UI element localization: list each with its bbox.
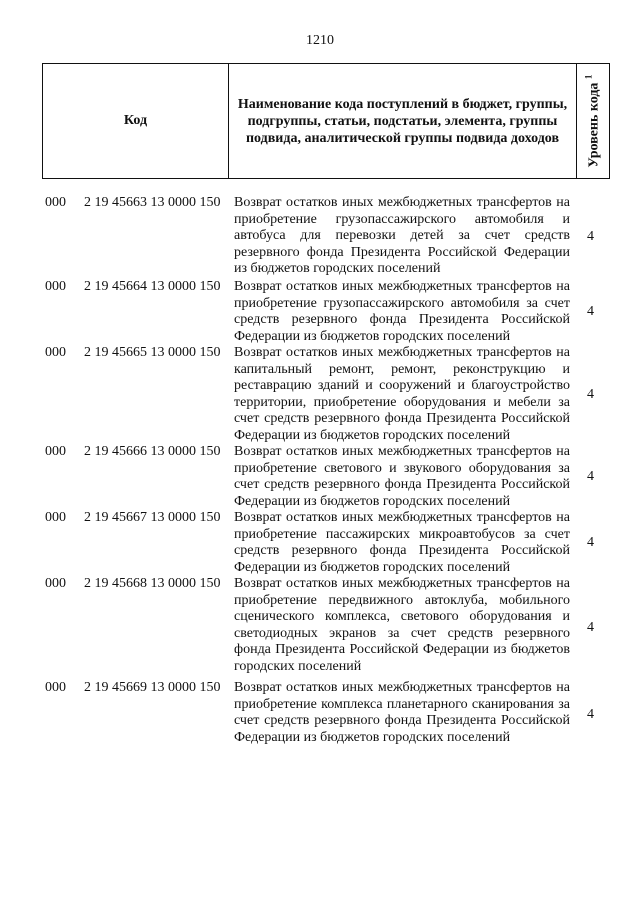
- header-name: [229, 64, 577, 178]
- table-body: [0, 195, 640, 750]
- table-row: [0, 345, 640, 444]
- row-name: Возврат остатков иных межбюджетных трансфертов на капитальный ремонт, ремонт, реконструкцию и реставрацию зданий и сооружений и благоустройство территории, приобретение оборудования и мебели за счет средств резервного фонда Президента Российской Федерации из бюджетов городских поселений: [234, 345, 570, 443]
- header-level: [577, 64, 609, 178]
- row-admin-code: 000: [45, 195, 66, 210]
- header-level-rotated: [584, 75, 603, 168]
- row-level: 4: [587, 386, 594, 402]
- table-header: [42, 63, 610, 179]
- table-row: [0, 195, 640, 279]
- row-level: 4: [587, 534, 594, 550]
- table-row: [0, 279, 640, 345]
- row-admin-code: 000: [45, 345, 66, 360]
- row-admin-code: 000: [45, 279, 66, 294]
- header-level-label: Уровень кода: [586, 82, 602, 168]
- row-income-code: 2 19 45669 13 0000 150: [84, 680, 221, 695]
- row-admin-code: 000: [45, 510, 66, 525]
- row-income-code: 2 19 45666 13 0000 150: [84, 444, 221, 459]
- header-code: [43, 64, 229, 178]
- row-income-code: 2 19 45667 13 0000 150: [84, 510, 221, 525]
- row-income-code: 2 19 45668 13 0000 150: [84, 576, 221, 591]
- row-admin-code: 000: [45, 680, 66, 695]
- table-row: [0, 444, 640, 510]
- row-admin-code: 000: [45, 576, 66, 591]
- row-name: Возврат остатков иных межбюджетных трансфертов на приобретение светового и звукового оборудования за счет средств резервного фонда Президента Российской Федерации из бюджетов городских поселений: [234, 444, 570, 509]
- page-number: 1210: [306, 33, 334, 48]
- row-name: Возврат остатков иных межбюджетных трансфертов на приобретение комплекса планетарного сканирования за счет средств резервного фонда Президента Российской Федерации из бюджетов городских поселений: [234, 680, 570, 745]
- table-row: [0, 510, 640, 576]
- header-code-label: Код: [123, 113, 148, 128]
- row-income-code: 2 19 45663 13 0000 150: [84, 195, 221, 210]
- row-level: 4: [587, 468, 594, 484]
- row-name: Возврат остатков иных межбюджетных трансфертов на приобретение передвижного автоклуба, мобильного сценического комплекса, светового оборудования и светодиодных экранов за счет средств резервного фонда Президента Российской Федерации из бюджетов городских поселений: [234, 576, 570, 674]
- row-admin-code: 000: [45, 444, 66, 459]
- row-level: 4: [587, 706, 594, 722]
- row-income-code: 2 19 45664 13 0000 150: [84, 279, 221, 294]
- row-name: Возврат остатков иных межбюджетных трансфертов на приобретение грузопассажирского автомобиля за счет средств резервного фонда Президента Российской Федерации из бюджетов городских поселений: [234, 279, 570, 344]
- table-row: [0, 576, 640, 680]
- header-level-footnote: 1: [583, 74, 594, 80]
- table-row: [0, 680, 640, 750]
- row-name: Возврат остатков иных межбюджетных трансфертов на приобретение пассажирских микроавтобусов за счет средств резервного фонда Президента Российской Федерации из бюджетов городских поселений: [234, 510, 570, 575]
- row-level: 4: [587, 619, 594, 635]
- row-level: 4: [587, 228, 594, 244]
- row-name: Возврат остатков иных межбюджетных трансфертов на приобретение грузопассажирского автомобиля и автобуса для перевозки детей за счет средств резервного фонда Президента Российской Федерации из бюджетов городских поселений: [234, 195, 570, 276]
- header-name-label: Наименование кода поступлений в бюджет, группы, подгруппы, статьи, подстатьи, элемента, группы подвида, аналитической группы подвида доходов: [237, 96, 568, 146]
- row-income-code: 2 19 45665 13 0000 150: [84, 345, 221, 360]
- row-level: 4: [587, 303, 594, 319]
